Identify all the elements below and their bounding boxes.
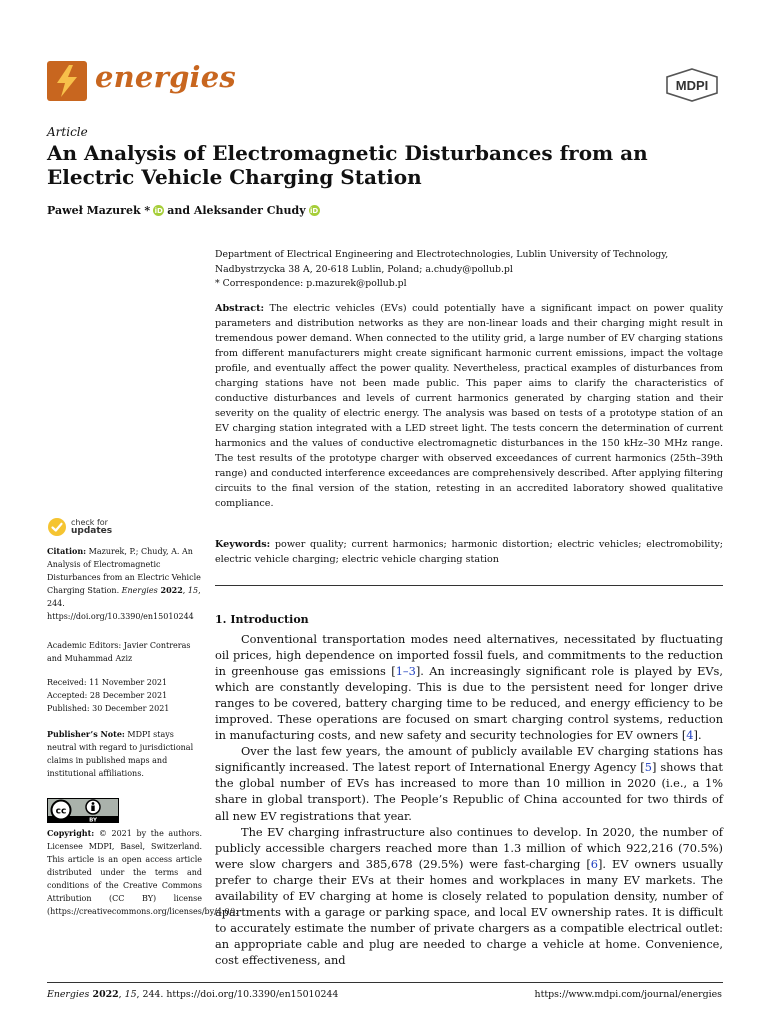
svg-text:cc: cc: [55, 806, 67, 817]
mdpi-logo: [664, 68, 720, 102]
paragraph-text: ].: [693, 728, 702, 743]
cc-by-license-icon[interactable]: [47, 798, 119, 823]
paragraph-text: ]. EV owners usually prefer to charge their EVs at their homes and workplaces in many EV markets. The availability of EV charging at home is closely related to population density, number of apartments with a garage or parking space, and local EV ownership rates. It is difficult to accurately estimate the number of private chargers as a compatible electrical outlet: an appropriate cable and plug are needed to charge a vehicle at home. Convenience, cost effectiveness, and: [215, 856, 723, 967]
publisher-note-label: Publisher’s Note:: [47, 729, 125, 739]
check-for-updates-button[interactable]: [47, 517, 112, 537]
citation-block: [47, 545, 202, 623]
date-received: Received: 11 November 2021: [47, 678, 168, 687]
affiliation-line: Nadbystrzycka 38 A, 20-618 Lublin, Poland; a.chudy@pollub.pl: [215, 263, 513, 275]
date-accepted: Accepted: 28 December 2021: [47, 691, 168, 700]
footer-year: 2022: [89, 989, 119, 1000]
reference-link[interactable]: 4: [686, 728, 694, 743]
copyright-text: © 2021 by the authors. Licensee MDPI, Basel, Switzerland. This article is an open access article distributed under the terms and conditions of the Creative Commons Attribution (CC BY) license (https://creativecommons.org/licenses/by/4.0/).: [47, 829, 238, 916]
citation-journal: Energies: [121, 586, 158, 595]
footer-journal: Energies: [47, 989, 90, 1000]
academic-editors: Academic Editors: Javier Contreras and Muhammad Aziz: [47, 641, 191, 663]
keywords: [215, 537, 723, 567]
check-updates-label: check for: [71, 518, 108, 527]
author-list: [47, 204, 320, 217]
footer-journal-url[interactable]: https://www.mdpi.com/journal/energies: [534, 989, 722, 1000]
paragraph: [215, 824, 723, 968]
citation-doi[interactable]: , 244. https://doi.org/10.3390/en15010244: [47, 586, 201, 621]
paragraph-text: Conventional transportation modes need alternatives, necessitated by fluctuating oil prices, high dependence on imported fossil fuels, and commitments to the reduction in greenhouse gas emissions [: [215, 632, 723, 679]
check-updates-label: updates: [71, 526, 113, 536]
paragraph: [215, 743, 723, 823]
introduction-body: [215, 631, 723, 968]
affiliation-block: [215, 248, 723, 292]
keywords-label: Keywords:: [215, 539, 271, 550]
article-title: An Analysis of Electromagnetic Disturbances from an Electric Vehicle Charging Station: [47, 141, 648, 189]
publisher-note: [47, 728, 202, 780]
correspondence: * Correspondence: p.mazurek@pollub.pl: [215, 278, 407, 289]
article-type: Article: [47, 125, 88, 139]
copyright-notice: [47, 827, 238, 918]
citation-text: ,: [182, 586, 188, 595]
date-published: Published: 30 December 2021: [47, 704, 170, 713]
abstract-label: Abstract:: [215, 303, 265, 314]
journal-name: energies: [95, 60, 236, 94]
orcid-icon[interactable]: iD: [154, 206, 163, 215]
paragraph-text: The EV charging infrastructure also continues to develop. In 2020, the number of publicly accessible chargers reached more than 1.3 million of which 922,216 (70.5%) were slow chargers and 385,678 (29.5%) were fast-charging [: [215, 824, 723, 871]
footer-citation: [47, 989, 338, 1000]
author-mazurek[interactable]: Paweł Mazurek *: [47, 204, 151, 217]
paragraph-text: ] shows that the global number of EVs has increased to more than 10 million in 2020 (i.e., a 1% share in global transport). The People’s Republic of China accounted for two thirds of all new EV registrations that year.: [215, 760, 723, 823]
citation-year: 2022: [157, 585, 183, 595]
author-chudy[interactable]: and Aleksander Chudy: [167, 204, 306, 217]
section-divider: [215, 585, 723, 586]
abstract: [215, 301, 723, 511]
keywords-text: power quality; current harmonics; harmonic distortion; electric vehicles; electromobility; electric vehicle charging; electric vehicle charging station: [215, 539, 723, 565]
reference-link[interactable]: 6: [590, 856, 598, 871]
reference-link[interactable]: 1–3: [395, 664, 416, 679]
copyright-label: Copyright:: [47, 828, 95, 838]
mdpi-logo-text: MDPI: [675, 78, 709, 93]
orcid-icon[interactable]: iD: [310, 206, 319, 215]
publisher-note-text: MDPI stays neutral with regard to jurisdictional claims in published maps and institutional affiliations.: [47, 730, 194, 778]
footer-divider: [47, 982, 723, 983]
check-updates-icon: [47, 517, 67, 537]
journal-logo-icon: [47, 61, 87, 101]
citation-label: Citation:: [47, 546, 87, 556]
footer-doi-link[interactable]: , 244. https://doi.org/10.3390/en15010244: [136, 989, 339, 1000]
affiliation-line: Department of Electrical Engineering and Electrotechnologies, Lublin University of Technology,: [215, 249, 669, 260]
paragraph-text: ]. An increasingly significant role is played by EVs, which are constantly developing. This is due to the persistent need for longer drive ranges to be covered, battery charging time to be reduced, and energy efficiency to be improved. These operations are focused on smart charging control systems, reduction in manufacturing costs, and new safety and security technologies for EV owners [: [215, 664, 723, 743]
reference-link[interactable]: 5: [644, 760, 652, 775]
paragraph: [215, 631, 723, 743]
date-block: [47, 676, 202, 715]
footer-volume: 15: [124, 989, 137, 1000]
section-heading-introduction: 1. Introduction: [215, 613, 309, 626]
paragraph-text: Over the last few years, the amount of publicly available EV charging stations has significantly increased. The latest report of International Energy Agency [: [215, 744, 723, 775]
citation-text: Mazurek, P.; Chudy, A. An Analysis of Electromagnetic Disturbances from an Electric Vehicle Charging Station.: [47, 547, 201, 595]
abstract-text: The electric vehicles (EVs) could potentially have a significant impact on power quality parameters and distribution networks as they are non-linear loads and their charging might result in tremendous power demand. When connected to the utility grid, a large number of EV charging stations from different manufacturers might create significant harmonic current emissions, impact the voltage profile, and eventually affect the power quality. Nevertheless, practical examples of disturbances from charging stations have not been made public. This paper aims to clarify the characteristics of conductive disturbances and levels of current harmonics generated by charging station and their severity on the quality of electric energy. The analysis was based on tests of a prototype station of an EV charging station integrated with a LED street light. The tests concern the determination of current harmonics and the values of conductive electromagnetic disturbances in the 150 kHz–30 MHz range. The test results of the prototype charger with observed exceedances of current harmonics (25th–39th range) and conducted interference exceedances are comprehensively described. After applying filtering circuits to the final version of the station, retesting in an accredited laboratory showed qualitative compliance.: [215, 303, 723, 509]
footer-text: ,: [118, 989, 125, 1000]
citation-volume: 15: [187, 586, 199, 595]
cc-by-label: BY: [89, 817, 97, 823]
